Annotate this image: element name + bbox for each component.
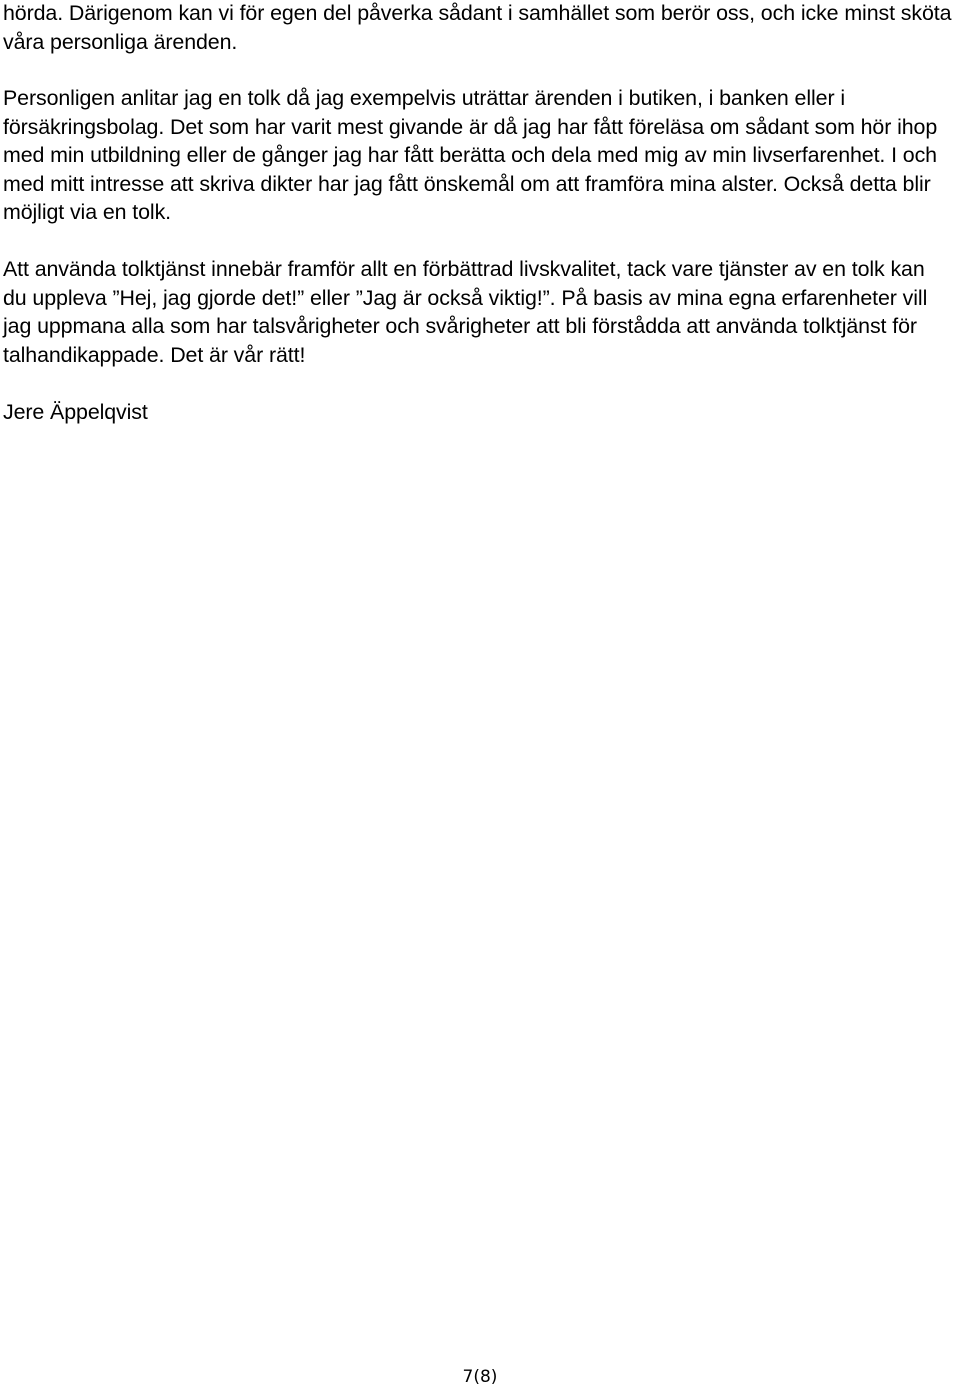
paragraph-intro-continuation: hörda. Därigenom kan vi för egen del påverka sådant i samhället som berör oss, och icke minst sköta våra personliga ärenden.	[3, 1, 952, 54]
paragraph-personal-use: Personligen anlitar jag en tolk då jag exempelvis uträttar ärenden i butiken, i banken eller i försäkringsbolag. Det som har varit mest givande är då jag har fått föreläsa om sådant som hör ihop med min utbildning eller de gånger jag har fått berätta och dela med mig av min livserfarenhet. I och med mitt intresse att skriva dikter har jag fått önskemål om att framföra mina alster. Också detta blir möjligt via en tolk.	[3, 86, 938, 225]
paragraph-conclusion: Att använda tolktjänst innebär framför allt en förbättrad livskvalitet, tack vare tjänster av en tolk kan du uppleva ”Hej, jag gjorde det!” eller ”Jag är också viktig!”. På basis av mina egna erfarenheter vill jag uppmana alla som har talsvårigheter och svårigheter att bli förstådda att använda tolktjänst för talhandikappade. Det är vår rätt!	[3, 257, 928, 367]
author-signature: Jere Äppelqvist	[3, 400, 148, 424]
page-number: 7(8)	[462, 1367, 498, 1387]
